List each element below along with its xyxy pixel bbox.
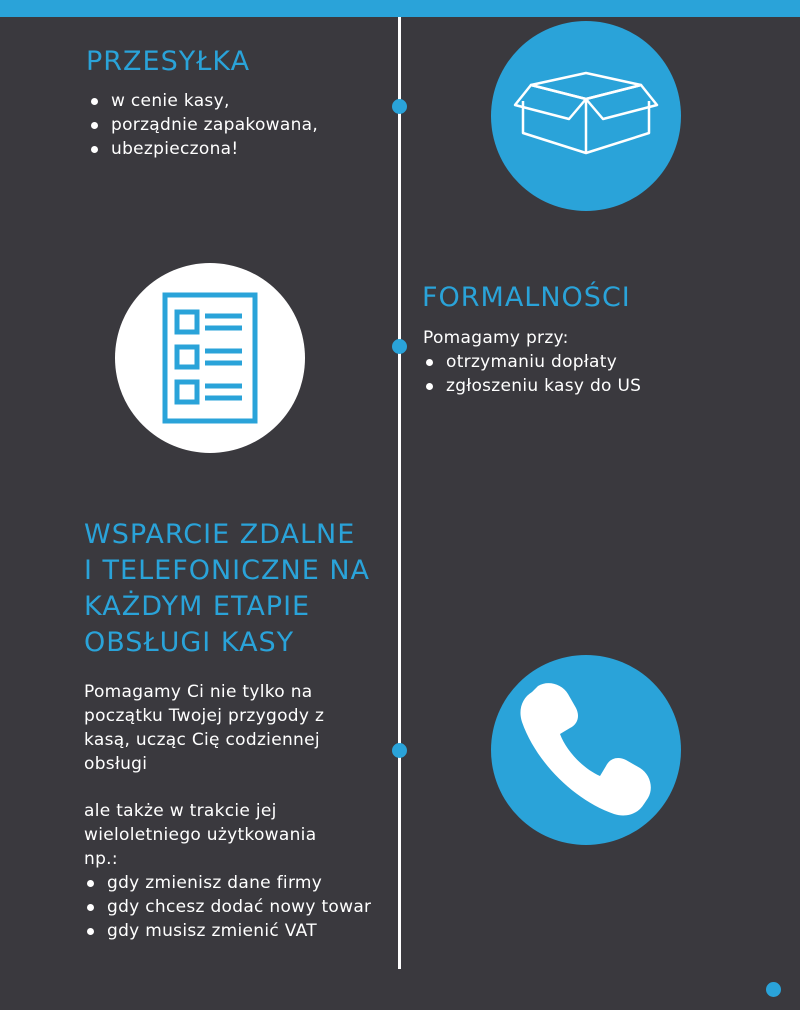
- paragraph-line: obsługi: [84, 754, 148, 774]
- checklist-icon-circle: [115, 263, 305, 453]
- list-item: gdy chcesz dodać nowy towar: [84, 895, 376, 919]
- box-icon: [511, 71, 661, 161]
- timeline-dot: [392, 743, 407, 758]
- box-icon-circle: [491, 21, 681, 211]
- list-item: otrzymaniu dopłaty: [423, 350, 641, 374]
- paragraph-line: kasą, ucząc Cię codziennej: [84, 730, 320, 750]
- paragraph-line: ale także w trakcie jej: [84, 801, 277, 821]
- support-title: [84, 517, 370, 661]
- paragraph-line: wieloletniego użytkowania: [84, 825, 317, 845]
- formalities-intro: Pomagamy przy:: [423, 328, 569, 348]
- paragraph-line: Pomagamy Ci nie tylko na: [84, 682, 313, 702]
- corner-dot: [766, 982, 781, 997]
- list-item: w cenie kasy,: [88, 89, 318, 113]
- list-item: porządnie zapakowana,: [88, 113, 318, 137]
- phone-icon: [516, 680, 656, 820]
- formalities-bullets: [423, 350, 641, 398]
- list-item: gdy musisz zmienić VAT: [84, 919, 376, 943]
- top-accent-bar: [0, 0, 800, 17]
- list-item: ubezpieczona!: [88, 137, 318, 161]
- support-title-line: WSPARCIE ZDALNE: [84, 519, 356, 550]
- timeline-dot: [392, 99, 407, 114]
- formalities-title: FORMALNOŚCI: [422, 282, 631, 313]
- support-bullets: [84, 871, 376, 943]
- support-paragraph-1: [84, 680, 324, 776]
- shipping-bullets: [88, 89, 318, 161]
- timeline-dot: [392, 339, 407, 354]
- support-title-line: KAŻDYM ETAPIE: [84, 591, 311, 622]
- paragraph-line: np.:: [84, 849, 118, 869]
- phone-icon-circle: [491, 655, 681, 845]
- support-paragraph-2: [84, 799, 316, 871]
- checklist-icon: [162, 292, 258, 424]
- list-item: zgłoszeniu kasy do US: [423, 374, 641, 398]
- support-title-line: OBSŁUGI KASY: [84, 627, 295, 658]
- support-title-line: I TELEFONICZNE NA: [84, 555, 370, 586]
- timeline-line: [398, 17, 401, 969]
- shipping-title: PRZESYŁKA: [86, 46, 251, 77]
- paragraph-line: początku Twojej przygody z: [84, 706, 325, 726]
- list-item: gdy zmienisz dane firmy: [84, 871, 376, 895]
